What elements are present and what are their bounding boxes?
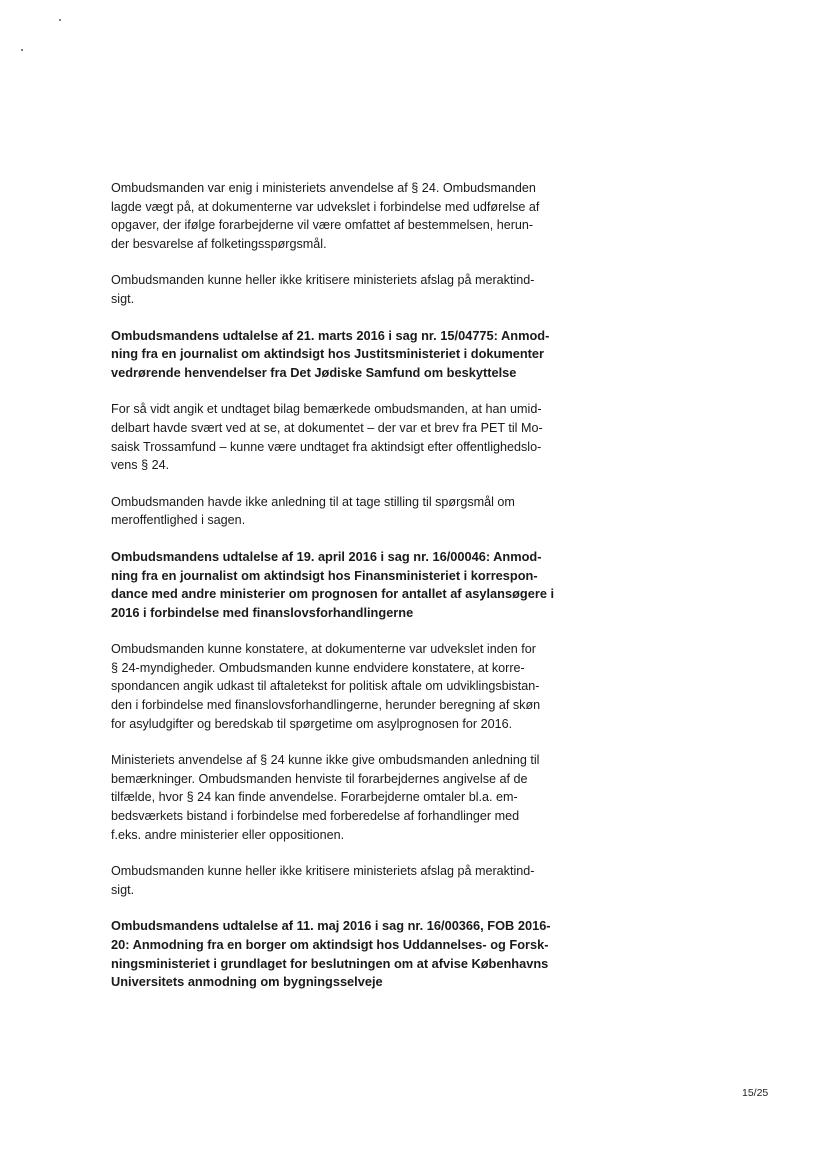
text-line: Ombudsmandens udtalelse af 19. april 2016 i sag nr. 16/00046: Anmod- <box>111 548 542 564</box>
section-heading <box>111 548 577 622</box>
body-paragraph <box>111 400 577 474</box>
text-line: dance med andre ministerier om prognosen for antallet af asylansøgere i <box>111 586 555 602</box>
text-line: 2016 i forbindelse med finanslovsforhandlingerne <box>111 604 414 620</box>
text-line: ning fra en journalist om aktindsigt hos Justitsministeriet i dokumenter <box>111 346 545 362</box>
text-line: bedsværkets bistand i forbindelse med forberedelse af forhandlinger med <box>111 809 520 824</box>
text-line: sigt. <box>111 882 135 897</box>
body-paragraph <box>111 751 577 844</box>
scan-speck <box>59 19 61 21</box>
page-body <box>111 179 577 1010</box>
text-line: Universitets anmodning om bygningsselveje <box>111 974 383 990</box>
text-line: Ombudsmanden var enig i ministeriets anvendelse af § 24. Ombudsmanden <box>111 181 536 195</box>
section-heading <box>111 327 577 383</box>
text-line: Ministeriets anvendelse af § 24 kunne ikke give ombudsmanden anledning til <box>111 753 540 768</box>
text-line: Ombudsmandens udtalelse af 21. marts 2016 i sag nr. 15/04775: Anmod- <box>111 327 550 343</box>
section-heading <box>111 917 577 991</box>
text-line: Ombudsmanden kunne konstatere, at dokumenterne var udvekslet inden for <box>111 642 536 657</box>
page-number: 15/25 <box>742 1087 769 1099</box>
text-line: 20: Anmodning fra en borger om aktindsigt hos Uddannelses- og Forsk- <box>111 937 549 952</box>
text-line: ning fra en journalist om aktindsigt hos Finansministeriet i korrespon- <box>111 567 538 583</box>
text-line: der besvarelse af folketingsspørgsmål. <box>111 236 327 251</box>
text-line: Ombudsmandens udtalelse af 11. maj 2016 i sag nr. 16/00366, FOB 2016- <box>111 918 551 934</box>
text-line: spondancen angik udkast til aftaletekst for politisk aftale om udviklingsbistan- <box>111 679 540 694</box>
text-line: For så vidt angik et undtaget bilag bemærkede ombudsmanden, at han umid- <box>111 402 542 417</box>
text-line: for asyludgifter og beredskab til spørgetime om asylprognosen for 2016. <box>111 716 513 731</box>
text-line: saisk Trossamfund – kunne være undtaget fra aktindsigt efter offentlighedslo- <box>111 439 542 454</box>
text-line: § 24-myndigheder. Ombudsmanden kunne endvidere konstatere, at korre- <box>111 660 525 675</box>
text-line: Ombudsmanden kunne heller ikke kritisere ministeriets afslag på meraktind- <box>111 273 535 288</box>
text-line: f.eks. andre ministerier eller oppositionen. <box>111 827 345 842</box>
body-paragraph <box>111 493 577 530</box>
text-line: sigt. <box>111 291 135 306</box>
text-line: vedrørende henvendelser fra Det Jødiske Samfund om beskyttelse <box>111 364 517 380</box>
text-line: meroffentlighed i sagen. <box>111 513 246 528</box>
body-paragraph <box>111 271 577 308</box>
text-line: bemærkninger. Ombudsmanden henviste til forarbejdernes angivelse af de <box>111 771 528 786</box>
body-paragraph <box>111 862 577 899</box>
text-line: delbart havde svært ved at se, at dokumentet – der var et brev fra PET til Mo- <box>111 420 543 435</box>
text-line: Ombudsmanden kunne heller ikke kritisere ministeriets afslag på meraktind- <box>111 864 535 879</box>
text-line: Ombudsmanden havde ikke anledning til at tage stilling til spørgsmål om <box>111 494 515 509</box>
text-line: vens § 24. <box>111 458 170 473</box>
text-line: tilfælde, hvor § 24 kan finde anvendelse. Forarbejderne omtaler bl.a. em- <box>111 790 518 805</box>
body-paragraph <box>111 179 577 253</box>
text-line: lagde vægt på, at dokumenterne var udvekslet i forbindelse med udførelse af <box>111 199 540 214</box>
text-line: den i forbindelse med finanslovsforhandlingerne, herunder beregning af skøn <box>111 698 541 713</box>
scan-speck <box>21 49 23 51</box>
text-line: ningsministeriet i grundlaget for beslutningen om at afvise Københavns <box>111 955 549 971</box>
body-paragraph <box>111 640 577 733</box>
text-line: opgaver, der ifølge forarbejderne vil være omfattet af bestemmelsen, herun- <box>111 218 534 233</box>
